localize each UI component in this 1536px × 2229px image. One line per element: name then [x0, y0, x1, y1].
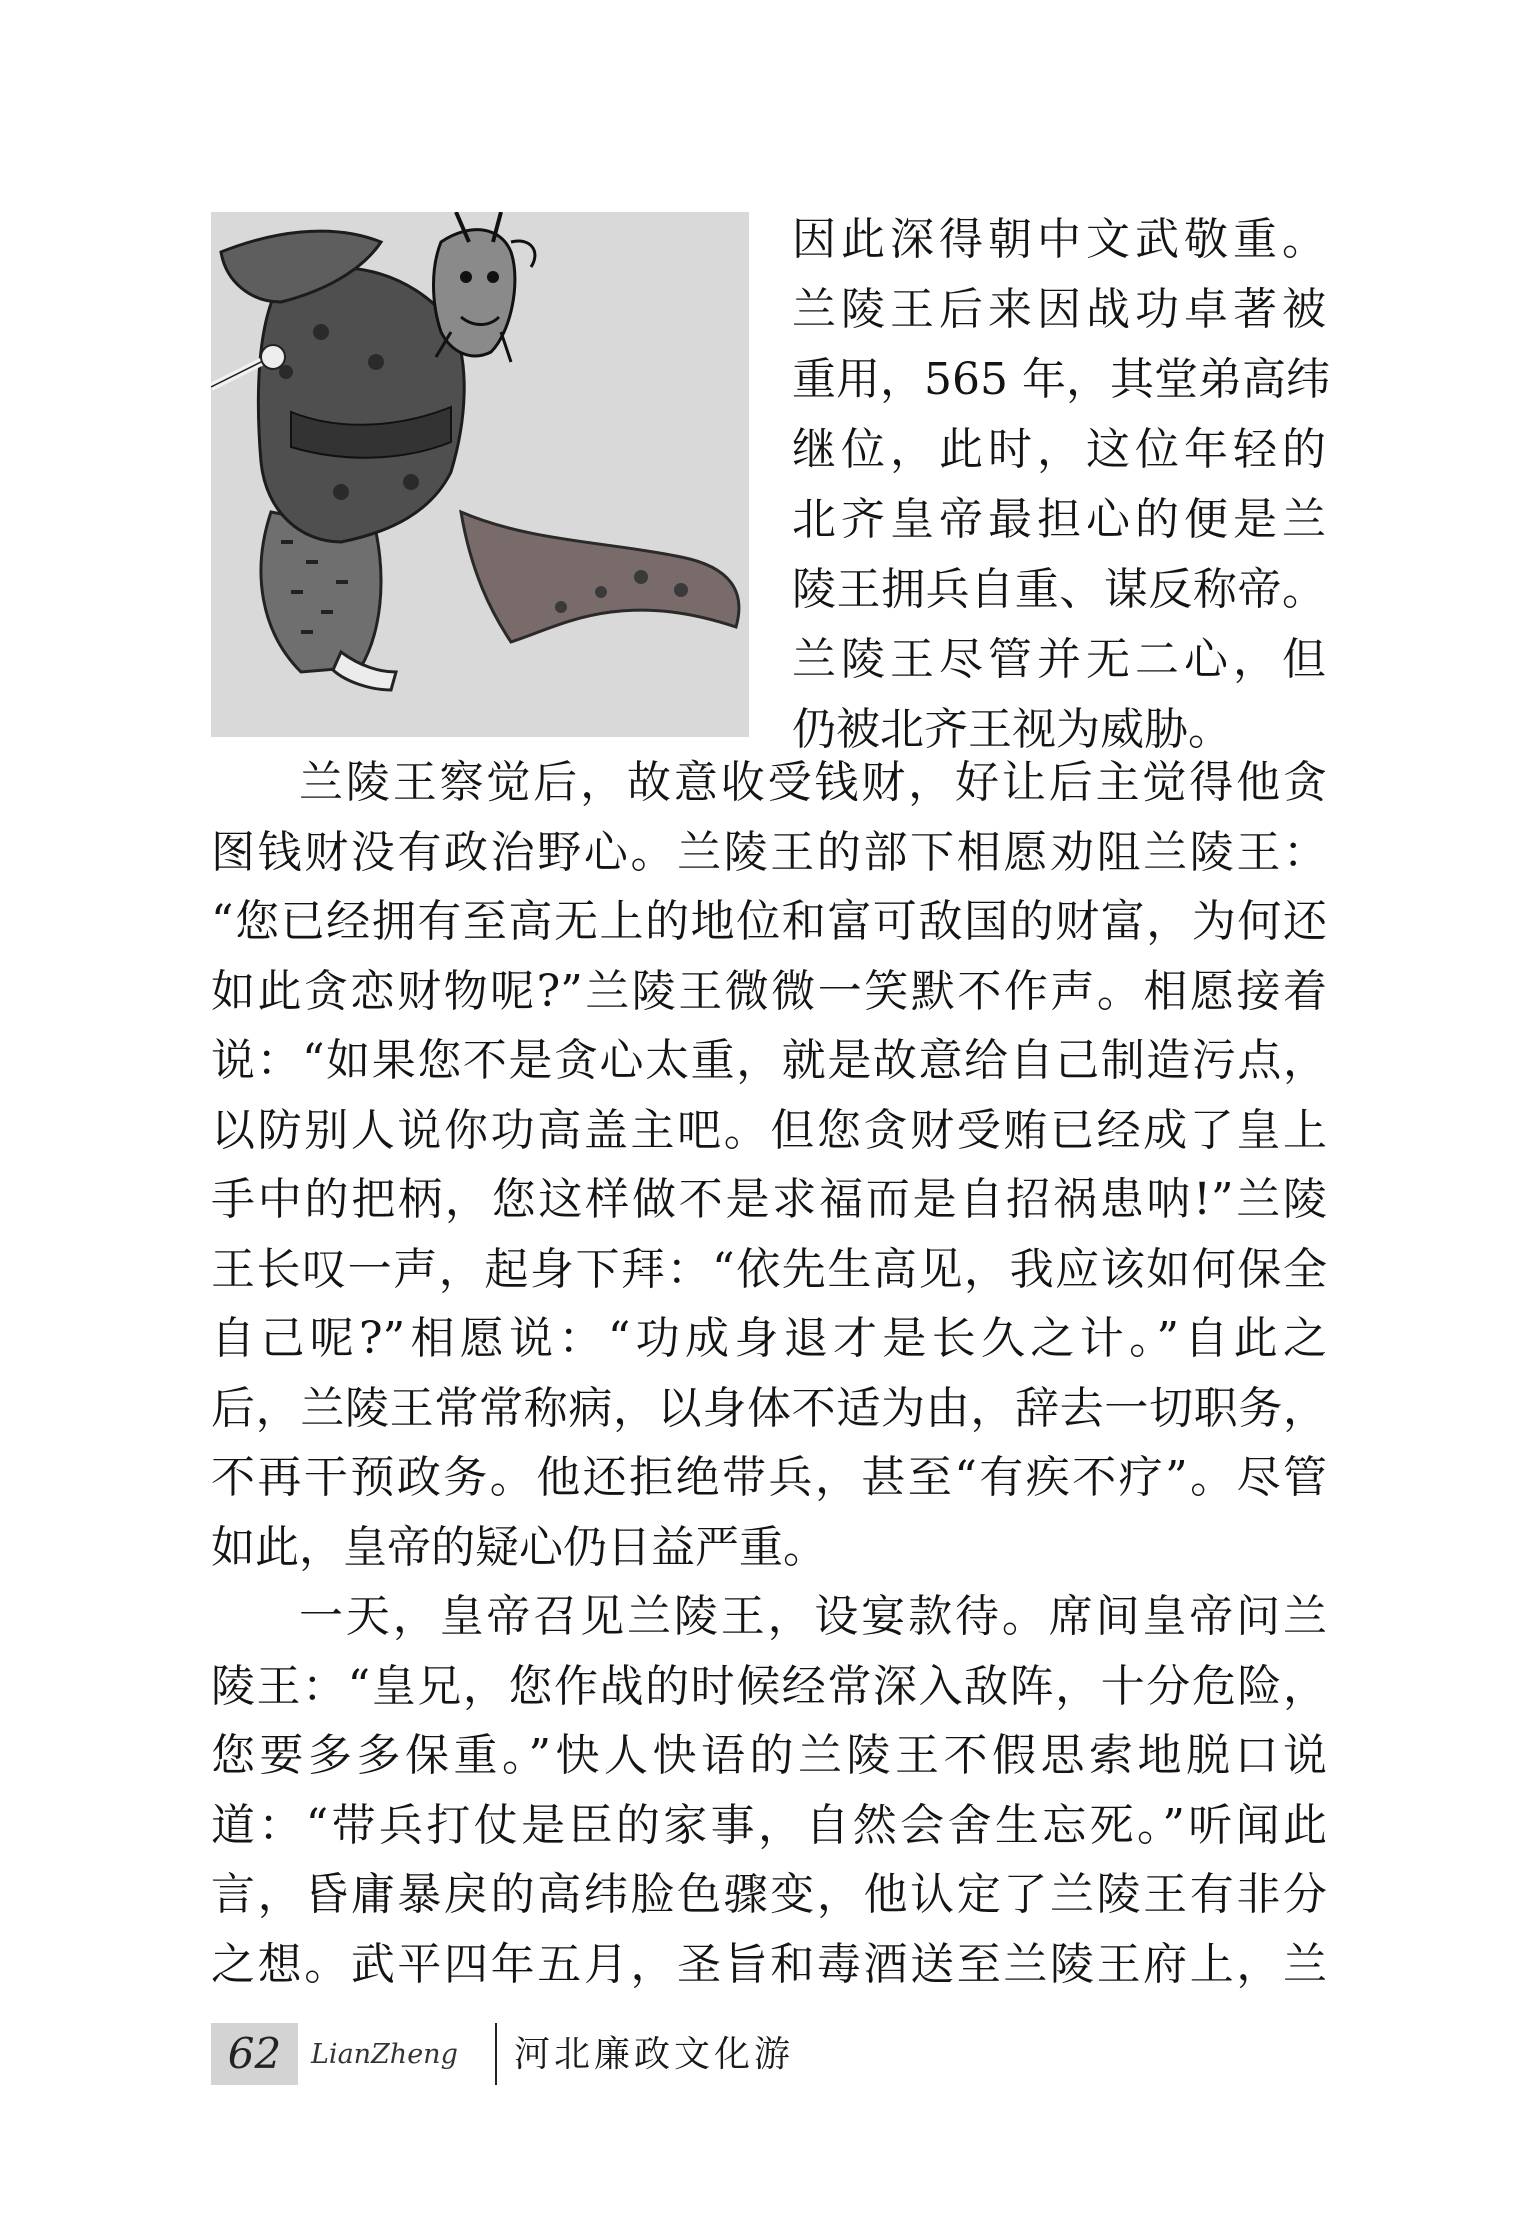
text-line: 后，兰陵王常常称病，以身体不适为由，辞去一切职务， [211, 1382, 1327, 1434]
page-number: 62 [227, 2029, 282, 2078]
text-line: 王长叹一声，起身下拜：“依先生高见，我应该如何保全 [211, 1243, 1327, 1295]
text-line: 您要多多保重。”快人快语的兰陵王不假思索地脱口说 [211, 1730, 1327, 1781]
text-line: 仍被北齐王视为威胁。 [792, 704, 1232, 755]
text-line: 继位，此时，这位年轻的 [792, 424, 1326, 475]
text-line: 如此贪恋财物呢?”兰陵王微微一笑默不作声。相愿接着 [211, 965, 1327, 1017]
text-line: 因此深得朝中文武敬重。 [792, 214, 1326, 265]
text-line: 手中的把柄，您这样做不是求福而是自招祸患呐!”兰陵 [211, 1174, 1327, 1225]
brand-wordmark: LianZheng [311, 2039, 458, 2070]
text-line: 图钱财没有政治野心。兰陵王的部下相愿劝阻兰陵王： [211, 826, 1327, 878]
text-line: 道：“带兵打仗是臣的家事，自然会舍生忘死。”听闻此 [211, 1799, 1327, 1851]
text-line: 自己呢?”相愿说：“功成身退才是长久之计。”自此之 [211, 1313, 1327, 1364]
text-line: 以防别人说你功高盖主吧。但您贪财受贿已经成了皇上 [211, 1104, 1327, 1156]
text-line: 北齐皇帝最担心的便是兰 [792, 494, 1326, 545]
floating-paragraph [792, 205, 1330, 765]
text-line: 说：“如果您不是贪心太重，就是故意给自己制造污点， [211, 1035, 1327, 1086]
text-line: 一天，皇帝召见兰陵王，设宴款待。席间皇帝问兰 [299, 1591, 1327, 1642]
text-line: 之想。武平四年五月，圣旨和毒酒送至兰陵王府上，兰 [211, 1938, 1327, 1990]
text-line: 兰陵王尽管并无二心，但 [792, 634, 1326, 685]
text-line: 重用，565 年，其堂弟高纬 [792, 354, 1330, 405]
masked-dancer-illustration [211, 212, 749, 737]
text-line: 兰陵王察觉后，故意收受钱财，好让后主觉得他贪 [299, 757, 1327, 808]
body-paragraphs [211, 748, 1327, 1999]
text-line: 如此，皇帝的疑心仍日益严重。 [211, 1521, 827, 1573]
footer-divider [495, 2023, 497, 2085]
text-line: 不再干预政务。他还拒绝带兵，甚至“有疾不疗”。尽管 [211, 1452, 1327, 1503]
text-line: 陵王拥兵自重、谋反称帝。 [792, 564, 1326, 615]
text-line: 言，昏庸暴戾的高纬脸色骤变，他认定了兰陵王有非分 [211, 1869, 1327, 1920]
text-line: 陵王：“皇兄，您作战的时候经常深入敌阵，十分危险， [211, 1660, 1327, 1712]
book-title: 河北廉政文化游 [514, 2034, 795, 2075]
text-line: 兰陵王后来因战功卓著被 [792, 284, 1326, 335]
text-line: “您已经拥有至高无上的地位和富可敌国的财富，为何还 [211, 896, 1327, 947]
page-footer [211, 2023, 911, 2085]
